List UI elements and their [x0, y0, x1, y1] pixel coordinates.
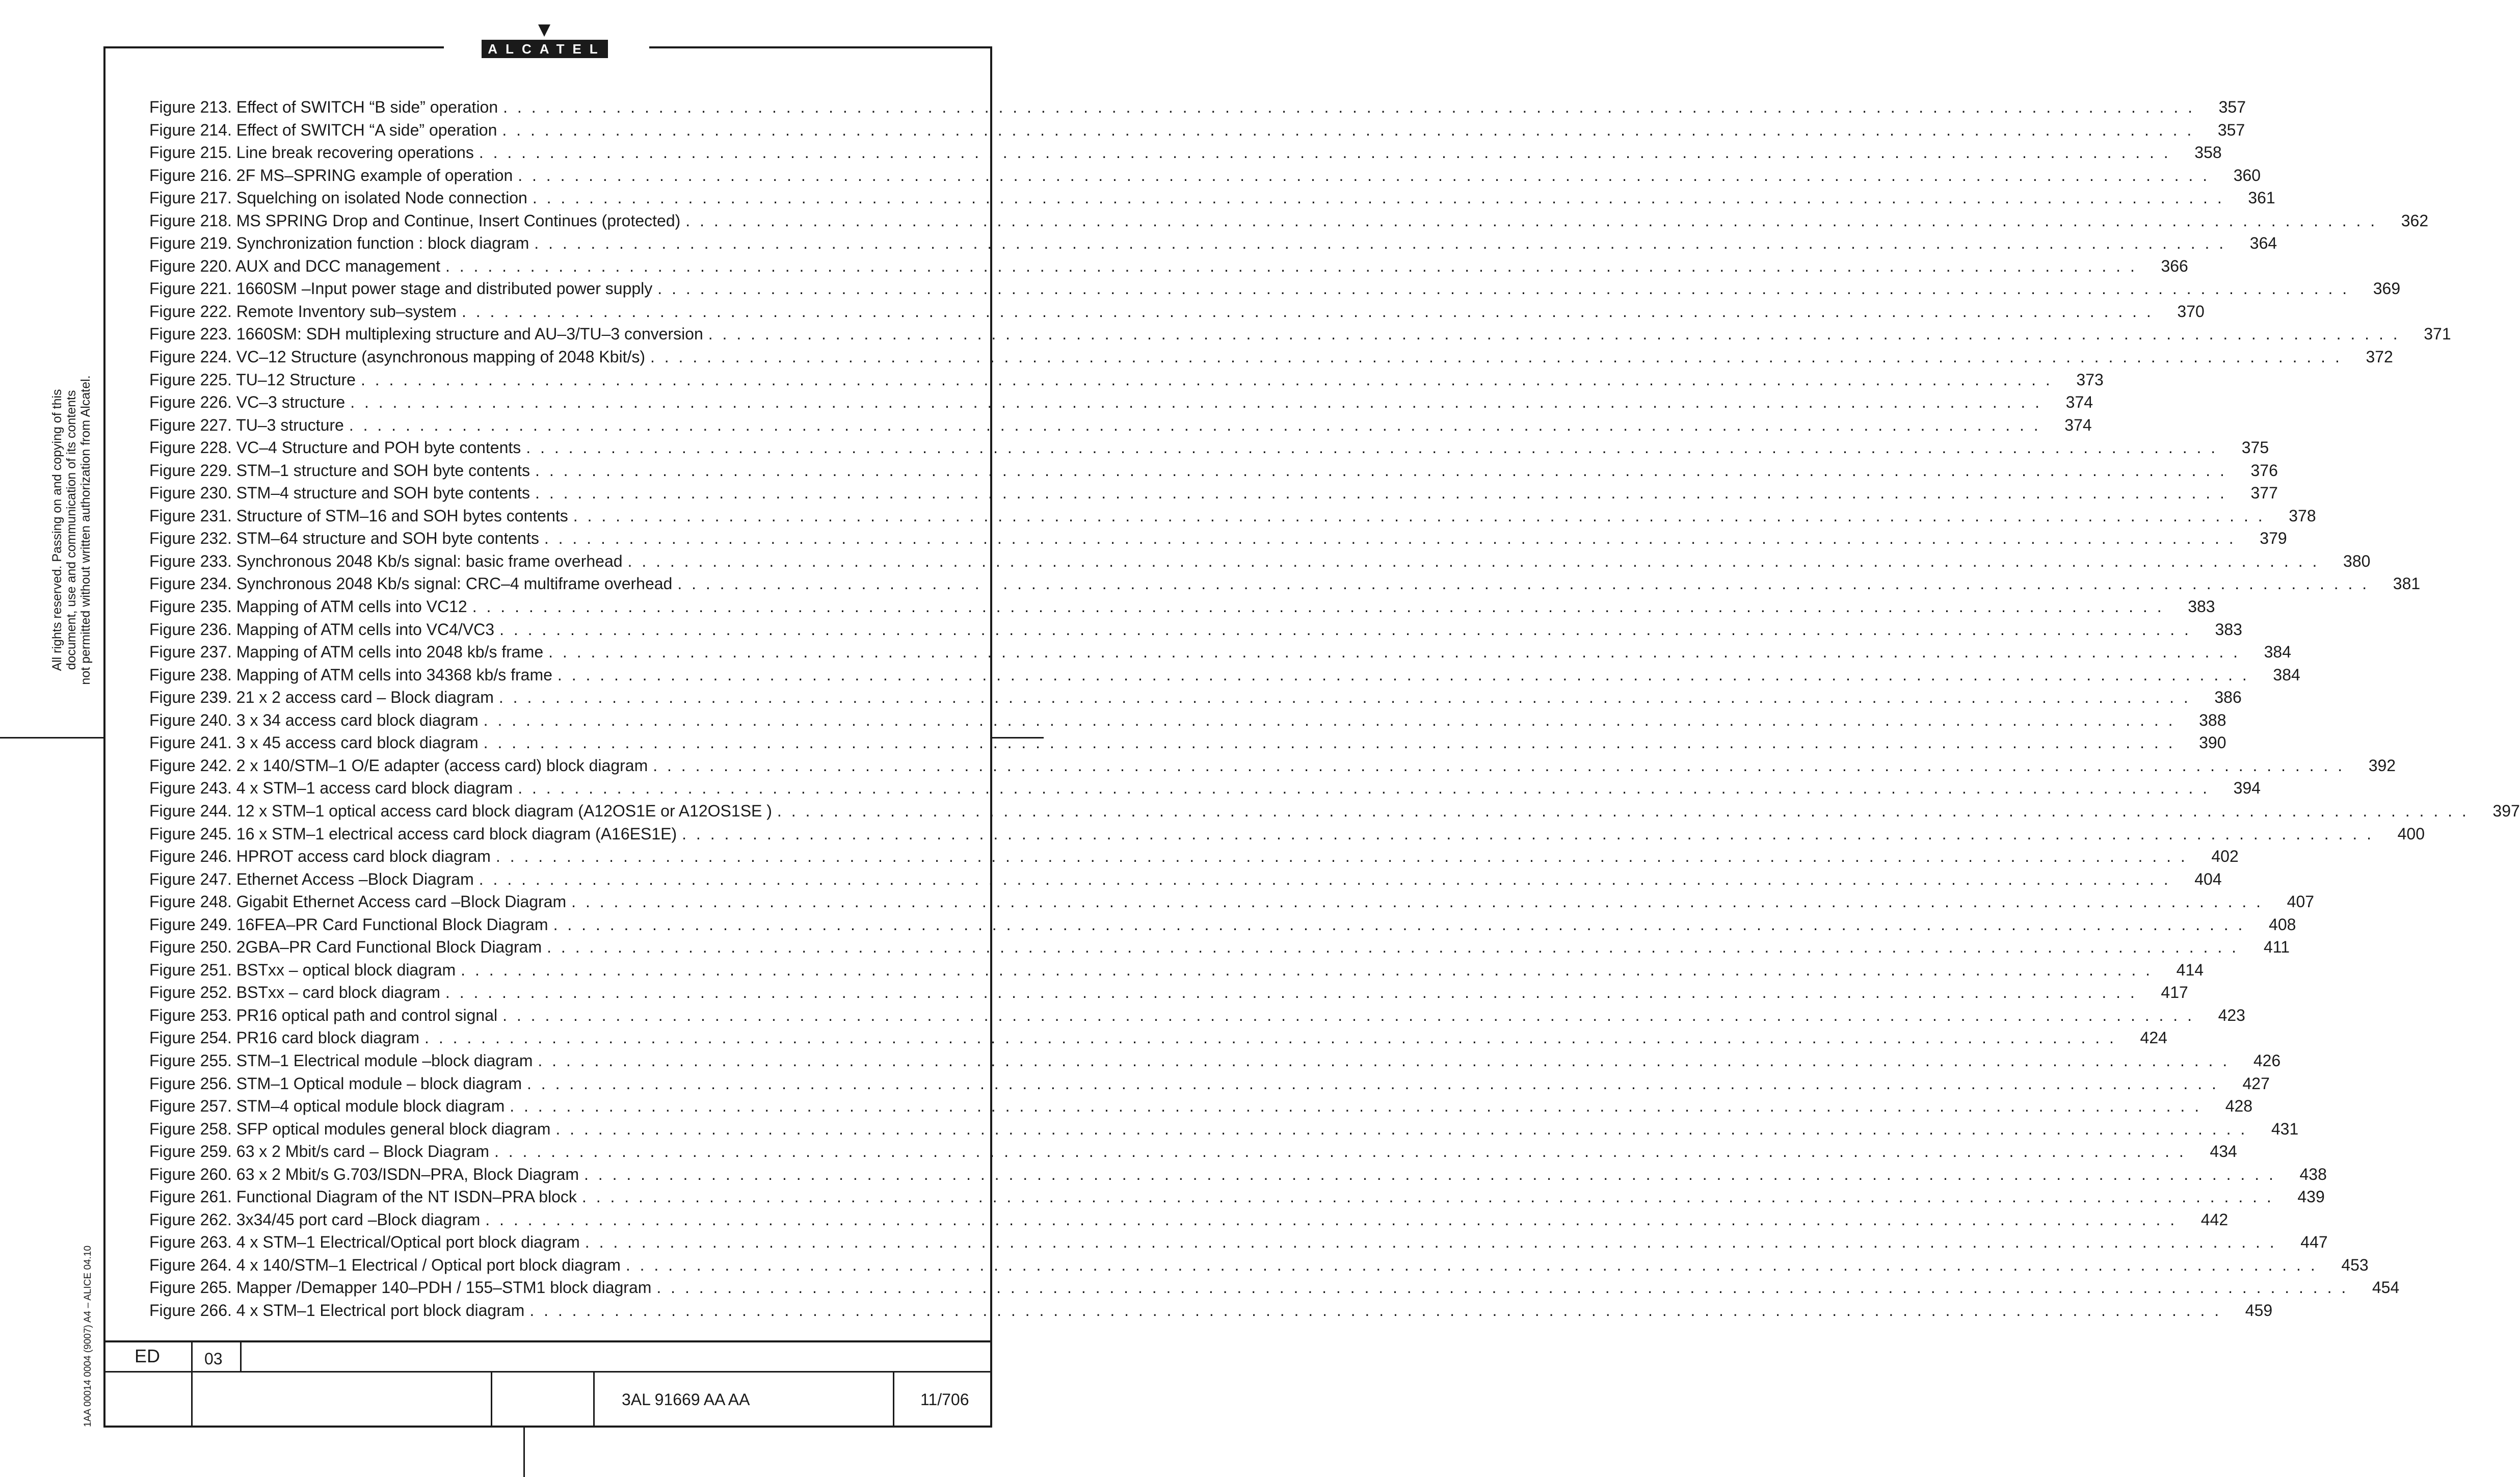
toc-entry[interactable]: [149, 232, 2277, 255]
toc-entry-page: 383: [2188, 597, 2215, 616]
toc-entry-title: Figure 230. STM–4 structure and SOH byte contents: [149, 482, 535, 505]
toc-entry-title: Figure 242. 2 x 140/STM–1 O/E adapter (access card) block diagram: [149, 754, 653, 777]
toc-entry-title: Figure 248. Gigabit Ethernet Access card –Block Diagram: [149, 890, 571, 913]
figure-list: [149, 96, 2520, 1322]
toc-entry-title: Figure 257. STM–4 optical module block diagram: [149, 1095, 510, 1118]
toc-entry[interactable]: [149, 845, 2239, 868]
toc-entry-page: 375: [2241, 438, 2269, 457]
toc-entry-page: 397: [2492, 801, 2520, 820]
toc-entry-title: Figure 218. MS SPRING Drop and Continue, Insert Continues (protected): [149, 209, 685, 232]
side-notice-line: not permitted without written authorization from Alcatel.: [78, 375, 93, 685]
toc-entry-page: 438: [2299, 1165, 2327, 1183]
toc-entry[interactable]: [149, 1072, 2270, 1095]
toc-entry-page: 439: [2297, 1188, 2325, 1206]
toc-entry[interactable]: [149, 164, 2261, 187]
toc-entry-title: Figure 250. 2GBA–PR Card Functional Block Diagram: [149, 936, 547, 959]
toc-entry-title: Figure 240. 3 x 34 access card block diagram: [149, 709, 484, 732]
toc-entry-page: 388: [2199, 710, 2226, 729]
toc-entry-leader: . . . . . . . . . . . . . . . . . . . . . . . . . . . . . . . . . . . . . . . . . . . . . . . . . . . . . . . . . . . . . . . . . . . . . . . . . . . . . . . . . . . . . . . . . . . . . . . . . . . . . . . . . . . . . . . . . . . . . . . .: [502, 1006, 2194, 1024]
toc-entry[interactable]: [149, 550, 2371, 573]
toc-entry-page: 402: [2211, 847, 2239, 866]
toc-entry-leader: . . . . . . . . . . . . . . . . . . . . . . . . . . . . . . . . . . . . . . . . . . . . . . . . . . . . . . . . . . . . . . . . . . . . . . . . . . . . . . . . . . . . . . . . . . . . . . . . . . . . . . . . . . . . . . . . . . . . . . . .: [708, 325, 2400, 344]
toc-entry-title: Figure 246. HPROT access card block diagram: [149, 845, 496, 868]
toc-entry-title: Figure 227. TU–3 structure: [149, 414, 349, 437]
toc-entry-leader: . . . . . . . . . . . . . . . . . . . . . . . . . . . . . . . . . . . . . . . . . . . . . . . . . . . . . . . . . . . . . . . . . . . . . . . . . . . . . . . . . . . . . . . . . . . . . . . . . . . . . . . . . . . . . . . . . . . . . . . .: [548, 643, 2240, 662]
registration-mark-left: [0, 737, 103, 739]
toc-entry-leader: . . . . . . . . . . . . . . . . . . . . . . . . . . . . . . . . . . . . . . . . . . . . . . . . . . . . . . . . . . . . . . . . . . . . . . . . . . . . . . . . . . . . . . . . . . . . . . . . . . . . . . . . . . . . . . . . . . . . . . . .: [518, 779, 2210, 798]
toc-entry[interactable]: [149, 1231, 2328, 1254]
toc-entry-leader: . . . . . . . . . . . . . . . . . . . . . . . . . . . . . . . . . . . . . . . . . . . . . . . . . . . . . . . . . . . . . . . . . . . . . . . . . . . . . . . . . . . . . . . . . . . . . . . . . . . . . . . . . . . . . . . . . . . . . . . .: [571, 892, 2264, 911]
toc-entry-leader: . . . . . . . . . . . . . . . . . . . . . . . . . . . . . . . . . . . . . . . . . . . . . . . . . . . . . . . . . . . . . . . . . . . . . . . . . . . . . . . . . . . . . . . . . . . . . . . . . . . . . . . . . . . . . . . . . . . . . . . .: [445, 983, 2137, 1002]
toc-entry-page: 447: [2300, 1233, 2328, 1252]
toc-entry-page: 386: [2214, 688, 2242, 707]
toc-entry-page: 357: [2217, 120, 2245, 139]
toc-entry-leader: . . . . . . . . . . . . . . . . . . . . . . . . . . . . . . . . . . . . . . . . . . . . . . . . . . . . . . . . . . . . . . . . . . . . . . . . . . . . . . . . . . . . . . . . . . . . . . . . . . . . . . . . . . . . . . . . . . . . . . . .: [625, 1255, 2318, 1274]
toc-entry-title: Figure 228. VC–4 Structure and POH byte contents: [149, 436, 526, 459]
toc-entry-page: 372: [2366, 348, 2393, 366]
toc-entry-page: 374: [2065, 393, 2093, 412]
toc-entry-page: 361: [2248, 189, 2275, 207]
toc-entry-title: Figure 258. SFP optical modules general block diagram: [149, 1118, 555, 1141]
toc-entry[interactable]: [149, 823, 2425, 846]
toc-entry-title: Figure 255. STM–1 Electrical module –block diagram: [149, 1049, 538, 1072]
toc-entry-leader: . . . . . . . . . . . . . . . . . . . . . . . . . . . . . . . . . . . . . . . . . . . . . . . . . . . . . . . . . . . . . . . . . . . . . . . . . . . . . . . . . . . . . . . . . . . . . . . . . . . . . . . . . . . . . . . . . . . . . . . .: [461, 302, 2154, 321]
toc-entry-page: 374: [2064, 415, 2092, 434]
toc-entry-title: Figure 249. 16FEA–PR Card Functional Block Diagram: [149, 913, 553, 936]
toc-entry-leader: . . . . . . . . . . . . . . . . . . . . . . . . . . . . . . . . . . . . . . . . . . . . . . . . . . . . . . . . . . . . . . . . . . . . . . . . . . . . . . . . . . . . . . . . . . . . . . . . . . . . . . . . . . . . . . . . . . . . . . . .: [483, 733, 2176, 752]
toc-entry-title: Figure 226. VC–3 structure: [149, 391, 350, 414]
toc-entry-title: Figure 216. 2F MS–SPRING example of operation: [149, 164, 518, 187]
toc-entry[interactable]: [149, 800, 2520, 823]
toc-entry-title: Figure 214. Effect of SWITCH “A side” operation: [149, 119, 502, 142]
toc-entry-leader: . . . . . . . . . . . . . . . . . . . . . . . . . . . . . . . . . . . . . . . . . . . . . . . . . . . . . . . . . . . . . . . . . . . . . . . . . . . . . . . . . . . . . . . . . . . . . . . . . . . . . . . . . . . . . . . . . . . . . . . .: [581, 1188, 2274, 1206]
toc-entry-title: Figure 234. Synchronous 2048 Kb/s signal: CRC–4 multiframe overhead: [149, 572, 677, 595]
toc-entry[interactable]: [149, 1163, 2327, 1186]
toc-entry-page: 358: [2194, 143, 2222, 162]
toc-entry-title: Figure 213. Effect of SWITCH “B side” operation: [149, 96, 503, 119]
toc-entry[interactable]: [149, 777, 2261, 800]
edition-value: 03: [204, 1350, 223, 1368]
toc-entry-page: 414: [2176, 960, 2204, 979]
toc-entry-title: Figure 266. 4 x STM–1 Electrical port block diagram: [149, 1299, 529, 1322]
toc-entry-page: 357: [2218, 98, 2246, 116]
toc-entry-leader: . . . . . . . . . . . . . . . . . . . . . . . . . . . . . . . . . . . . . . . . . . . . . . . . . . . . . . . . . . . . . . . . . . . . . . . . . . . . . . . . . . . . . . . . . . . . . . . . . . . . . . . . . . . . . . . . . . . . . . . .: [479, 143, 2171, 162]
footer-line-middle: [103, 1371, 992, 1373]
toc-entry-page: 453: [2341, 1255, 2369, 1274]
toc-entry-page: 411: [2263, 938, 2290, 957]
toc-entry-leader: . . . . . . . . . . . . . . . . . . . . . . . . . . . . . . . . . . . . . . . . . . . . . . . . . . . . . . . . . . . . . . . . . . . . . . . . . . . . . . . . . . . . . . . . . . . . . . . . . . . . . . . . . . . . . . . . . . . . . . . .: [499, 620, 2191, 639]
toc-entry-leader: . . . . . . . . . . . . . . . . . . . . . . . . . . . . . . . . . . . . . . . . . . . . . . . . . . . . . . . . . . . . . . . . . . . . . . . . . . . . . . . . . . . . . . . . . . . . . . . . . . . . . . . . . . . . . . . . . . . . . . . .: [535, 484, 2227, 503]
form-code-text: 1AA 00014 0004 (9007) A4 – ALICE 04.10: [83, 1245, 93, 1427]
toc-entry[interactable]: [149, 277, 2401, 300]
toc-entry-title: Figure 224. VC–12 Structure (asynchronous mapping of 2048 Kbit/s): [149, 346, 650, 368]
toc-entry-page: 394: [2233, 779, 2261, 798]
toc-entry-leader: . . . . . . . . . . . . . . . . . . . . . . . . . . . . . . . . . . . . . . . . . . . . . . . . . . . . . . . . . . . . . . . . . . . . . . . . . . . . . . . . . . . . . . . . . . . . . . . . . . . . . . . . . . . . . . . . . . . . . . . .: [653, 756, 2345, 775]
toc-entry[interactable]: [149, 1049, 2281, 1072]
toc-entry-page: 424: [2140, 1028, 2167, 1047]
footer-col-2: [240, 1340, 242, 1372]
toc-entry-title: Figure 253. PR16 optical path and control signal: [149, 1004, 502, 1027]
toc-entry-leader: . . . . . . . . . . . . . . . . . . . . . . . . . . . . . . . . . . . . . . . . . . . . . . . . . . . . . . . . . . . . . . . . . . . . . . . . . . . . . . . . . . . . . . . . . . . . . . . . . . . . . . . . . . . . . . . . . . . . . . . .: [498, 688, 2191, 707]
toc-entry-title: Figure 238. Mapping of ATM cells into 34368 kb/s frame: [149, 664, 558, 687]
toc-entry-title: Figure 256. STM–1 Optical module – block diagram: [149, 1072, 527, 1095]
toc-entry[interactable]: [149, 141, 2222, 164]
toc-entry-leader: . . . . . . . . . . . . . . . . . . . . . . . . . . . . . . . . . . . . . . . . . . . . . . . . . . . . . . . . . . . . . . . . . . . . . . . . . . . . . . . . . . . . . . . . . . . . . . . . . . . . . . . . . . . . . . . . . . . . . . . .: [502, 120, 2194, 139]
toc-entry-page: 376: [2250, 461, 2278, 480]
toc-entry[interactable]: [149, 1095, 2253, 1118]
toc-entry[interactable]: [149, 436, 2269, 459]
toc-entry-leader: . . . . . . . . . . . . . . . . . . . . . . . . . . . . . . . . . . . . . . . . . . . . . . . . . . . . . . . . . . . . . . . . . . . . . . . . . . . . . . . . . . . . . . . . . . . . . . . . . . . . . . . . . . . . . . . . . . . . . . . .: [685, 211, 2378, 230]
toc-entry-page: 434: [2210, 1142, 2237, 1161]
toc-entry-page: 427: [2242, 1074, 2270, 1093]
toc-entry-title: Figure 259. 63 x 2 Mbit/s card – Block Diagram: [149, 1140, 494, 1163]
toc-entry[interactable]: [149, 368, 2104, 391]
page-number: 11/706: [920, 1390, 969, 1409]
toc-entry[interactable]: [149, 414, 2092, 437]
toc-entry-title: Figure 243. 4 x STM–1 access card block diagram: [149, 777, 518, 800]
toc-entry-page: 384: [2264, 643, 2291, 662]
toc-entry-page: 408: [2269, 915, 2296, 934]
toc-entry-leader: . . . . . . . . . . . . . . . . . . . . . . . . . . . . . . . . . . . . . . . . . . . . . . . . . . . . . . . . . . . . . . . . . . . . . . . . . . . . . . . . . . . . . . . . . . . . . . . . . . . . . . . . . . . . . . . . . . . . . . . .: [479, 869, 2171, 888]
toc-entry-page: 426: [2253, 1051, 2281, 1070]
toc-entry-title: Figure 231. Structure of STM–16 and SOH bytes contents: [149, 505, 573, 528]
toc-entry-page: 364: [2249, 234, 2277, 253]
toc-entry-title: Figure 241. 3 x 45 access card block diagram: [149, 731, 484, 754]
logo-text: ALCATEL: [482, 40, 608, 58]
toc-entry-leader: . . . . . . . . . . . . . . . . . . . . . . . . . . . . . . . . . . . . . . . . . . . . . . . . . . . . . . . . . . . . . . . . . . . . . . . . . . . . . . . . . . . . . . . . . . . . . . . . . . . . . . . . . . . . . . . . . . . . . . . .: [360, 370, 2053, 389]
toc-entry[interactable]: [149, 482, 2278, 505]
toc-entry[interactable]: [149, 595, 2215, 618]
toc-entry-title: Figure 219. Synchronization function : block diagram: [149, 232, 534, 255]
toc-entry-page: 370: [2177, 302, 2205, 321]
toc-entry[interactable]: [149, 641, 2291, 664]
toc-entry-leader: . . . . . . . . . . . . . . . . . . . . . . . . . . . . . . . . . . . . . . . . . . . . . . . . . . . . . . . . . . . . . . . . . . . . . . . . . . . . . . . . . . . . . . . . . . . . . . . . . . . . . . . . . . . . . . . . . . . . . . . .: [461, 960, 2153, 979]
toc-entry-title: Figure 263. 4 x STM–1 Electrical/Optical port block diagram: [149, 1231, 585, 1254]
toc-entry-page: 442: [2200, 1210, 2229, 1229]
toc-entry-title: Figure 239. 21 x 2 access card – Block diagram: [149, 686, 499, 709]
toc-entry-leader: . . . . . . . . . . . . . . . . . . . . . . . . . . . . . . . . . . . . . . . . . . . . . . . . . . . . . . . . . . . . . . . . . . . . . . . . . . . . . . . . . . . . . . . . . . . . . . . . . . . . . . . . . . . . . . . . . . . . . . . .: [350, 393, 2042, 412]
toc-entry-leader: . . . . . . . . . . . . . . . . . . . . . . . . . . . . . . . . . . . . . . . . . . . . . . . . . . . . . . . . . . . . . . . . . . . . . . . . . . . . . . . . . . . . . . . . . . . . . . . . . . . . . . . . . . . . . . . . . . . . . . . .: [503, 98, 2195, 116]
toc-entry-title: Figure 245. 16 x STM–1 electrical access card block diagram (A16ES1E): [149, 823, 682, 846]
toc-entry[interactable]: [149, 709, 2226, 732]
toc-entry-leader: . . . . . . . . . . . . . . . . . . . . . . . . . . . . . . . . . . . . . . . . . . . . . . . . . . . . . . . . . . . . . . . . . . . . . . . . . . . . . . . . . . . . . . . . . . . . . . . . . . . . . . . . . . . . . . . . . . . . . . . .: [527, 1074, 2219, 1093]
toc-entry-title: Figure 235. Mapping of ATM cells into VC12: [149, 595, 472, 618]
toc-entry-leader: . . . . . . . . . . . . . . . . . . . . . . . . . . . . . . . . . . . . . . . . . . . . . . . . . . . . . . . . . . . . . . . . . . . . . . . . . . . . . . . . . . . . . . . . . . . . . . . . . . . . . . . . . . . . . . . . . . . . . . . .: [657, 279, 2350, 298]
toc-entry-page: 404: [2194, 869, 2222, 888]
toc-entry[interactable]: [149, 1254, 2369, 1277]
toc-entry-title: Figure 217. Squelching on isolated Node connection: [149, 187, 533, 209]
edition-label: ED: [135, 1346, 161, 1366]
toc-entry[interactable]: [149, 1208, 2229, 1231]
toc-entry-page: 400: [2397, 824, 2425, 843]
toc-entry-page: 417: [2161, 983, 2188, 1002]
toc-entry-page: 407: [2287, 892, 2315, 911]
toc-entry-leader: . . . . . . . . . . . . . . . . . . . . . . . . . . . . . . . . . . . . . . . . . . . . . . . . . . . . . . . . . . . . . . . . . . . . . . . . . . . . . . . . . . . . . . . . . . . . . . . . . . . . . . . . . . . . . . . . . . . . . . . .: [529, 1301, 2222, 1320]
toc-entry-title: Figure 237. Mapping of ATM cells into 2048 kb/s frame: [149, 641, 548, 664]
toc-entry-page: 380: [2343, 551, 2371, 570]
toc-entry-leader: . . . . . . . . . . . . . . . . . . . . . . . . . . . . . . . . . . . . . . . . . . . . . . . . . . . . . . . . . . . . . . . . . . . . . . . . . . . . . . . . . . . . . . . . . . . . . . . . . . . . . . . . . . . . . . . . . . . . . . . .: [494, 1142, 2186, 1161]
toc-entry-title: Figure 260. 63 x 2 Mbit/s G.703/ISDN–PRA, Block Diagram: [149, 1163, 584, 1186]
toc-entry[interactable]: [149, 686, 2242, 709]
toc-entry-title: Figure 262. 3x34/45 port card –Block diagram: [149, 1208, 485, 1231]
side-notice-text: [50, 336, 93, 724]
toc-entry[interactable]: [149, 890, 2315, 913]
toc-entry-leader: . . . . . . . . . . . . . . . . . . . . . . . . . . . . . . . . . . . . . . . . . . . . . . . . . . . . . . . . . . . . . . . . . . . . . . . . . . . . . . . . . . . . . . . . . . . . . . . . . . . . . . . . . . . . . . . . . . . . . . . .: [518, 166, 2210, 184]
toc-entry-page: 379: [2260, 529, 2287, 548]
toc-entry[interactable]: [149, 119, 2245, 142]
toc-entry-leader: . . . . . . . . . . . . . . . . . . . . . . . . . . . . . . . . . . . . . . . . . . . . . . . . . . . . . . . . . . . . . . . . . . . . . . . . . . . . . . . . . . . . . . . . . . . . . . . . . . . . . . . . . . . . . . . . . . . . . . . .: [534, 234, 2226, 253]
toc-entry-page: 378: [2289, 506, 2316, 525]
toc-entry-page: 454: [2372, 1278, 2400, 1297]
toc-entry[interactable]: [149, 1004, 2245, 1027]
toc-entry-page: 377: [2250, 484, 2278, 503]
toc-entry-title: Figure 247. Ethernet Access –Block Diagram: [149, 868, 479, 891]
frame-bottom: [103, 1426, 992, 1428]
toc-entry-leader: . . . . . . . . . . . . . . . . . . . . . . . . . . . . . . . . . . . . . . . . . . . . . . . . . . . . . . . . . . . . . . . . . . . . . . . . . . . . . . . . . . . . . . . . . . . . . . . . . . . . . . . . . . . . . . . . . . . . . . . .: [510, 1097, 2202, 1116]
toc-entry-page: 428: [2225, 1097, 2253, 1116]
toc-entry[interactable]: [149, 981, 2188, 1004]
toc-entry-leader: . . . . . . . . . . . . . . . . . . . . . . . . . . . . . . . . . . . . . . . . . . . . . . . . . . . . . . . . . . . . . . . . . . . . . . . . . . . . . . . . . . . . . . . . . . . . . . . . . . . . . . . . . . . . . . . . . . . . . . . .: [485, 1210, 2178, 1229]
footer-col-3: [491, 1371, 492, 1427]
toc-entry[interactable]: [149, 209, 2429, 232]
frame-top-right: [649, 46, 992, 48]
toc-entry-title: Figure 229. STM–1 structure and SOH byte contents: [149, 459, 535, 482]
footer-line-top: [103, 1340, 992, 1342]
toc-entry[interactable]: [149, 527, 2287, 550]
toc-entry-leader: . . . . . . . . . . . . . . . . . . . . . . . . . . . . . . . . . . . . . . . . . . . . . . . . . . . . . . . . . . . . . . . . . . . . . . . . . . . . . . . . . . . . . . . . . . . . . . . . . . . . . . . . . . . . . . . . . . . . . . . .: [573, 506, 2265, 525]
toc-entry-leader: . . . . . . . . . . . . . . . . . . . . . . . . . . . . . . . . . . . . . . . . . . . . . . . . . . . . . . . . . . . . . . . . . . . . . . . . . . . . . . . . . . . . . . . . . . . . . . . . . . . . . . . . . . . . . . . . . . . . . . . .: [472, 597, 2164, 616]
toc-entry-page: 459: [2245, 1301, 2273, 1320]
toc-entry-page: 431: [2271, 1119, 2299, 1138]
toc-entry-page: 369: [2373, 279, 2401, 298]
toc-entry[interactable]: [149, 936, 2290, 959]
alcatel-logo: [482, 24, 609, 61]
toc-entry[interactable]: [149, 346, 2393, 368]
toc-entry[interactable]: [149, 255, 2188, 278]
toc-entry-leader: . . . . . . . . . . . . . . . . . . . . . . . . . . . . . . . . . . . . . . . . . . . . . . . . . . . . . . . . . . . . . . . . . . . . . . . . . . . . . . . . . . . . . . . . . . . . . . . . . . . . . . . . . . . . . . . . . . . . . . . .: [349, 415, 2041, 434]
side-notice-line: document, use and communication of its contents: [64, 390, 78, 670]
logo-triangle-icon: [538, 24, 550, 37]
toc-entry-leader: . . . . . . . . . . . . . . . . . . . . . . . . . . . . . . . . . . . . . . . . . . . . . . . . . . . . . . . . . . . . . . . . . . . . . . . . . . . . . . . . . . . . . . . . . . . . . . . . . . . . . . . . . . . . . . . . . . . . . . . .: [777, 801, 2469, 820]
toc-entry-leader: . . . . . . . . . . . . . . . . . . . . . . . . . . . . . . . . . . . . . . . . . . . . . . . . . . . . . . . . . . . . . . . . . . . . . . . . . . . . . . . . . . . . . . . . . . . . . . . . . . . . . . . . . . . . . . . . . . . . . . . .: [425, 1028, 2116, 1047]
toc-entry[interactable]: [149, 1276, 2400, 1299]
toc-entry[interactable]: [149, 913, 2296, 936]
toc-entry-leader: . . . . . . . . . . . . . . . . . . . . . . . . . . . . . . . . . . . . . . . . . . . . . . . . . . . . . . . . . . . . . . . . . . . . . . . . . . . . . . . . . . . . . . . . . . . . . . . . . . . . . . . . . . . . . . . . . . . . . . . .: [557, 665, 2249, 684]
toc-entry[interactable]: [149, 96, 2246, 119]
toc-entry-title: Figure 225. TU–12 Structure: [149, 368, 361, 391]
toc-entry[interactable]: [149, 323, 2451, 346]
toc-entry-leader: . . . . . . . . . . . . . . . . . . . . . . . . . . . . . . . . . . . . . . . . . . . . . . . . . . . . . . . . . . . . . . . . . . . . . . . . . . . . . . . . . . . . . . . . . . . . . . . . . . . . . . . . . . . . . . . . . . . . . . . .: [538, 1051, 2230, 1070]
toc-entry-leader: . . . . . . . . . . . . . . . . . . . . . . . . . . . . . . . . . . . . . . . . . . . . . . . . . . . . . . . . . . . . . . . . . . . . . . . . . . . . . . . . . . . . . . . . . . . . . . . . . . . . . . . . . . . . . . . . . . . . . . . .: [682, 824, 2374, 843]
toc-entry-leader: . . . . . . . . . . . . . . . . . . . . . . . . . . . . . . . . . . . . . . . . . . . . . . . . . . . . . . . . . . . . . . . . . . . . . . . . . . . . . . . . . . . . . . . . . . . . . . . . . . . . . . . . . . . . . . . . . . . . . . . .: [483, 710, 2176, 729]
toc-entry-leader: . . . . . . . . . . . . . . . . . . . . . . . . . . . . . . . . . . . . . . . . . . . . . . . . . . . . . . . . . . . . . . . . . . . . . . . . . . . . . . . . . . . . . . . . . . . . . . . . . . . . . . . . . . . . . . . . . . . . . . . .: [677, 574, 2370, 593]
frame-left: [103, 46, 105, 1428]
frame-top-left: [103, 46, 444, 48]
toc-entry[interactable]: [149, 1140, 2237, 1163]
toc-entry[interactable]: [149, 505, 2316, 528]
toc-entry-leader: . . . . . . . . . . . . . . . . . . . . . . . . . . . . . . . . . . . . . . . . . . . . . . . . . . . . . . . . . . . . . . . . . . . . . . . . . . . . . . . . . . . . . . . . . . . . . . . . . . . . . . . . . . . . . . . . . . . . . . . .: [532, 189, 2224, 207]
toc-entry-page: 390: [2199, 733, 2226, 752]
toc-entry[interactable]: [149, 391, 2093, 414]
toc-entry-page: 360: [2233, 166, 2261, 184]
registration-mark-bottom: [523, 1428, 525, 1477]
toc-entry-page: 373: [2076, 370, 2104, 389]
toc-entry-leader: . . . . . . . . . . . . . . . . . . . . . . . . . . . . . . . . . . . . . . . . . . . . . . . . . . . . . . . . . . . . . . . . . . . . . . . . . . . . . . . . . . . . . . . . . . . . . . . . . . . . . . . . . . . . . . . . . . . . . . . .: [650, 348, 2342, 366]
toc-entry-title: Figure 221. 1660SM –Input power stage and distributed power supply: [149, 277, 657, 300]
footer-col-1: [191, 1340, 193, 1427]
toc-entry-title: Figure 252. BSTxx – card block diagram: [149, 981, 445, 1004]
toc-entry-title: Figure 233. Synchronous 2048 Kb/s signal: basic frame overhead: [149, 550, 628, 573]
toc-entry-title: Figure 223. 1660SM: SDH multiplexing structure and AU–3/TU–3 conversion: [149, 323, 708, 346]
toc-entry-leader: . . . . . . . . . . . . . . . . . . . . . . . . . . . . . . . . . . . . . . . . . . . . . . . . . . . . . . . . . . . . . . . . . . . . . . . . . . . . . . . . . . . . . . . . . . . . . . . . . . . . . . . . . . . . . . . . . . . . . . . .: [585, 1233, 2277, 1252]
toc-entry-title: Figure 222. Remote Inventory sub–system: [149, 300, 462, 323]
toc-entry[interactable]: [149, 664, 2300, 687]
toc-entry-page: 381: [2393, 574, 2421, 593]
toc-entry-leader: . . . . . . . . . . . . . . . . . . . . . . . . . . . . . . . . . . . . . . . . . . . . . . . . . . . . . . . . . . . . . . . . . . . . . . . . . . . . . . . . . . . . . . . . . . . . . . . . . . . . . . . . . . . . . . . . . . . . . . . .: [544, 529, 2236, 548]
toc-entry-page: 366: [2161, 256, 2188, 275]
toc-entry[interactable]: [149, 868, 2222, 891]
toc-entry[interactable]: [149, 959, 2204, 982]
toc-entry-title: Figure 265. Mapper /Demapper 140–PDH / 155–STM1 block diagram: [149, 1276, 656, 1299]
toc-entry-leader: . . . . . . . . . . . . . . . . . . . . . . . . . . . . . . . . . . . . . . . . . . . . . . . . . . . . . . . . . . . . . . . . . . . . . . . . . . . . . . . . . . . . . . . . . . . . . . . . . . . . . . . . . . . . . . . . . . . . . . . .: [555, 1119, 2248, 1138]
toc-entry[interactable]: [149, 1185, 2325, 1208]
toc-entry[interactable]: [149, 300, 2205, 323]
toc-entry[interactable]: [149, 1026, 2167, 1049]
toc-entry-page: 384: [2273, 665, 2300, 684]
toc-entry[interactable]: [149, 1299, 2273, 1322]
toc-entry-title: Figure 220. AUX and DCC management: [149, 255, 445, 278]
footer-col-5: [893, 1371, 894, 1427]
toc-entry-leader: . . . . . . . . . . . . . . . . . . . . . . . . . . . . . . . . . . . . . . . . . . . . . . . . . . . . . . . . . . . . . . . . . . . . . . . . . . . . . . . . . . . . . . . . . . . . . . . . . . . . . . . . . . . . . . . . . . . . . . . .: [526, 438, 2218, 457]
toc-entry[interactable]: [149, 1118, 2299, 1141]
toc-entry-title: Figure 261. Functional Diagram of the NT ISDN–PRA block: [149, 1185, 582, 1208]
toc-entry[interactable]: [149, 731, 2226, 754]
toc-entry[interactable]: [149, 459, 2278, 482]
toc-entry[interactable]: [149, 187, 2275, 209]
toc-entry-title: Figure 264. 4 x 140/STM–1 Electrical / Optical port block diagram: [149, 1254, 626, 1277]
toc-entry-page: 371: [2424, 325, 2451, 344]
footer-col-4: [593, 1371, 595, 1427]
document-code: 3AL 91669 AA AA: [622, 1390, 750, 1409]
toc-entry-leader: . . . . . . . . . . . . . . . . . . . . . . . . . . . . . . . . . . . . . . . . . . . . . . . . . . . . . . . . . . . . . . . . . . . . . . . . . . . . . . . . . . . . . . . . . . . . . . . . . . . . . . . . . . . . . . . . . . . . . . . .: [495, 847, 2188, 866]
toc-entry-title: Figure 232. STM–64 structure and SOH byte contents: [149, 527, 544, 550]
toc-entry-title: Figure 254. PR16 card block diagram: [149, 1026, 425, 1049]
toc-entry-leader: . . . . . . . . . . . . . . . . . . . . . . . . . . . . . . . . . . . . . . . . . . . . . . . . . . . . . . . . . . . . . . . . . . . . . . . . . . . . . . . . . . . . . . . . . . . . . . . . . . . . . . . . . . . . . . . . . . . . . . . .: [584, 1165, 2276, 1183]
side-notice-line: All rights reserved. Passing on and copying of this: [50, 389, 64, 671]
toc-entry-leader: . . . . . . . . . . . . . . . . . . . . . . . . . . . . . . . . . . . . . . . . . . . . . . . . . . . . . . . . . . . . . . . . . . . . . . . . . . . . . . . . . . . . . . . . . . . . . . . . . . . . . . . . . . . . . . . . . . . . . . . .: [547, 938, 2239, 957]
toc-entry-leader: . . . . . . . . . . . . . . . . . . . . . . . . . . . . . . . . . . . . . . . . . . . . . . . . . . . . . . . . . . . . . . . . . . . . . . . . . . . . . . . . . . . . . . . . . . . . . . . . . . . . . . . . . . . . . . . . . . . . . . . .: [553, 915, 2245, 934]
toc-entry-leader: . . . . . . . . . . . . . . . . . . . . . . . . . . . . . . . . . . . . . . . . . . . . . . . . . . . . . . . . . . . . . . . . . . . . . . . . . . . . . . . . . . . . . . . . . . . . . . . . . . . . . . . . . . . . . . . . . . . . . . . .: [656, 1278, 2349, 1297]
toc-entry-page: 423: [2218, 1006, 2245, 1024]
toc-entry-leader: . . . . . . . . . . . . . . . . . . . . . . . . . . . . . . . . . . . . . . . . . . . . . . . . . . . . . . . . . . . . . . . . . . . . . . . . . . . . . . . . . . . . . . . . . . . . . . . . . . . . . . . . . . . . . . . . . . . . . . . .: [535, 461, 2227, 480]
toc-entry-title: Figure 251. BSTxx – optical block diagram: [149, 959, 461, 982]
toc-entry[interactable]: [149, 572, 2421, 595]
toc-entry[interactable]: [149, 754, 2396, 777]
toc-entry-leader: . . . . . . . . . . . . . . . . . . . . . . . . . . . . . . . . . . . . . . . . . . . . . . . . . . . . . . . . . . . . . . . . . . . . . . . . . . . . . . . . . . . . . . . . . . . . . . . . . . . . . . . . . . . . . . . . . . . . . . . .: [445, 256, 2137, 275]
toc-entry-title: Figure 244. 12 x STM–1 optical access card block diagram (A12OS1E or A12OS1SE ): [149, 800, 777, 823]
toc-entry-title: Figure 236. Mapping of ATM cells into VC4/VC3: [149, 618, 499, 641]
toc-entry-page: 392: [2368, 756, 2396, 775]
toc-entry-page: 362: [2401, 211, 2429, 230]
toc-entry-title: Figure 215. Line break recovering operations: [149, 141, 479, 164]
toc-entry-page: 383: [2215, 620, 2242, 639]
toc-entry[interactable]: [149, 618, 2242, 641]
toc-entry-leader: . . . . . . . . . . . . . . . . . . . . . . . . . . . . . . . . . . . . . . . . . . . . . . . . . . . . . . . . . . . . . . . . . . . . . . . . . . . . . . . . . . . . . . . . . . . . . . . . . . . . . . . . . . . . . . . . . . . . . . . .: [627, 551, 2320, 570]
